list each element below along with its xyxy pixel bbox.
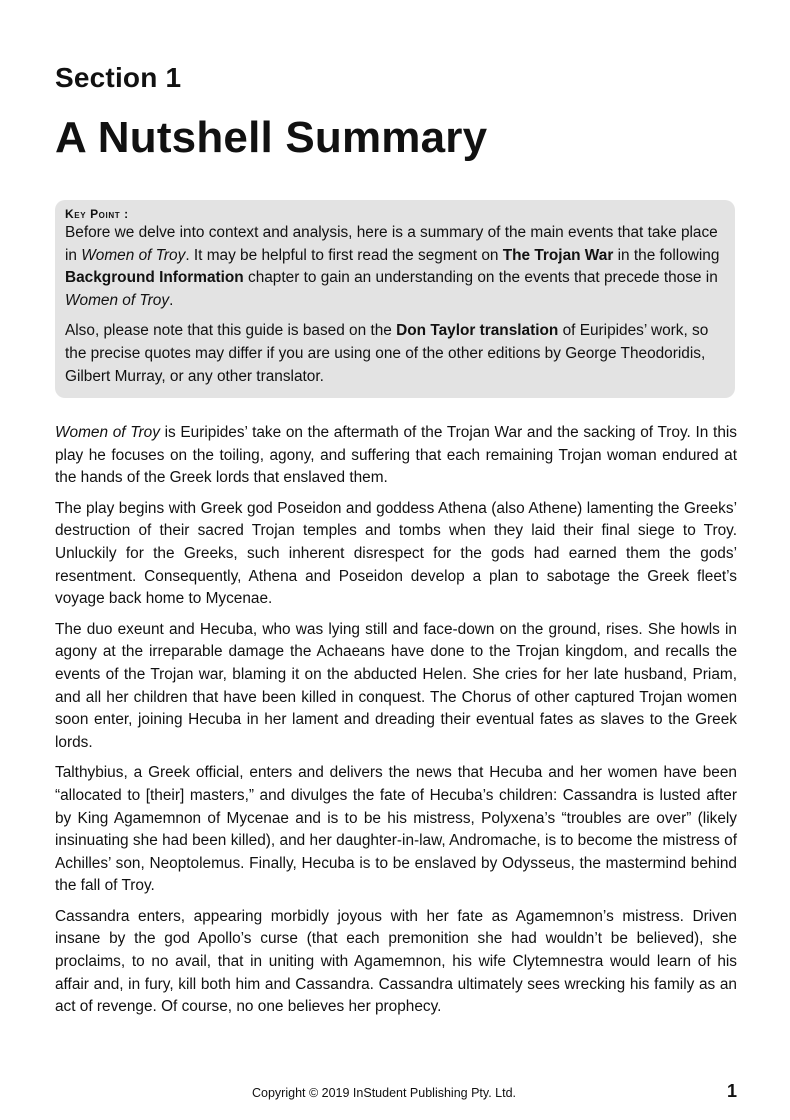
- text-run: Before we delve into context and analysis, here is a summary of the main events that take place in: [65, 224, 718, 264]
- section-label: Section 1: [55, 62, 182, 93]
- key-point-paragraph-2: [65, 320, 725, 388]
- text-run: . It may be helpful to first read the segment on: [185, 246, 503, 264]
- key-point-paragraph-1: [65, 222, 725, 312]
- text-run: .: [169, 291, 174, 309]
- text-run: of Euripides’ work, so the precise quotes may differ if you are using one of the other editions by George Theodoridis, Gilbert Murray, or any other translator.: [65, 322, 709, 385]
- page-number: 1: [727, 1081, 738, 1101]
- italic-title: Women of Troy: [55, 424, 160, 441]
- key-point-box: [55, 200, 735, 398]
- paragraph-3: The duo exeunt and Hecuba, who was lying still and face-down on the ground, rises. She howls in agony at the irreparable damage the Achaeans have done to the Trojan kingdom, and recalls the events of the Trojan war, blaming it on the abducted Helen. She cries for her late husband, Priam, and all her children that have been killed in conquest. The Chorus of other captured Trojan women soon enter, joining Hecuba in her lament and dreading their eventual fates as slaves to the Greek lords.: [55, 620, 737, 751]
- page-title: A Nutshell Summary: [55, 113, 488, 162]
- bold-reference: The Trojan War: [502, 246, 614, 264]
- bold-reference: Background Information: [65, 269, 244, 287]
- text-run: Also, please note that this guide is based on the: [65, 322, 397, 340]
- paragraph-4: Talthybius, a Greek official, enters and delivers the news that Hecuba and her women have been “allocated to [their] masters,” and divulges the fate of Hecuba’s children: Cassandra is lusted after by King Agamemnon of Mycenae and is to be his mistress, Polyxena’s “troubles are over” (likely insinuating she had been killed), and her daughter-in-law, Andromache, is to become the mistress of Achilles’ son, Neoptolemus. Finally, Hecuba is to be enslaved by Odysseus, the mastermind behind the fall of Troy.: [55, 764, 737, 895]
- bold-reference: Don Taylor translation: [396, 322, 559, 340]
- key-point-label: Key Point :: [65, 207, 129, 221]
- text-run: is Euripides’ take on the aftermath of the Trojan War and the sacking of Troy. In this play he focuses on the toiling, agony, and suffering that each remaining Trojan woman endured at the hands of the Greek lords that enslaved them.: [55, 424, 737, 487]
- copyright-notice: Copyright © 2019 InStudent Publishing Pty. Ltd.: [252, 1086, 517, 1100]
- paragraph-2: The play begins with Greek god Poseidon and goddess Athena (also Athene) lamenting the Greeks’ destruction of their sacred Trojan temples and tombs when they laid their final siege to Troy. Unluckily for the Greeks, such inherent disrespect for the gods had earned them the gods’ resentment. Consequently, Athena and Poseidon develop a plan to sabotage the Greek fleet’s voyage back home to Mycenae.: [55, 499, 737, 608]
- text-run: in the following: [613, 246, 720, 264]
- italic-title: Women of Troy: [81, 246, 186, 264]
- paragraph-1: [55, 422, 737, 490]
- italic-title: Women of Troy: [65, 291, 170, 309]
- body-text: [55, 422, 737, 1027]
- text-run: chapter to gain an understanding on the events that precede those in: [243, 269, 718, 287]
- paragraph-5: Cassandra enters, appearing morbidly joyous with her fate as Agamemnon’s mistress. Driven insane by the god Apollo’s curse (that each premonition she had wouldn’t be believed), she proclaims, to no avail, that in uniting with Agamemnon, his wife Clytemnestra would learn of his affair and, in fury, kill both him and Cassandra. Cassandra ultimately sees wrecking his family as an act of revenge. Of course, no one believes her prophecy.: [55, 907, 737, 1016]
